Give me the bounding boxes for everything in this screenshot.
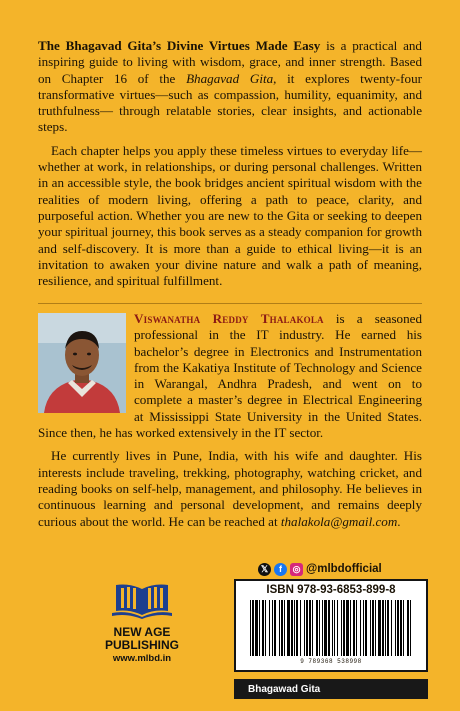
publisher-logo (80, 579, 204, 664)
publisher-name-line-2: PUBLISHING (104, 638, 179, 652)
social-handles (258, 561, 382, 577)
facebook-icon[interactable]: f (274, 563, 287, 576)
barcode (244, 600, 418, 658)
author-email[interactable]: thalakola@gmail.com (280, 513, 398, 529)
description-paragraph-1 (38, 38, 422, 136)
social-handle: @mlbdofficial (306, 563, 382, 575)
publisher-name (80, 626, 204, 652)
barcode-digits: 9 789368 538998 (300, 658, 362, 665)
open-book-icon (112, 579, 172, 619)
author-bio-paragraph-2 (38, 448, 422, 529)
description-paragraph-2: Each chapter helps you apply these timeless virtues to everyday life—whether at work, in relationships, or during personal challenges. Written in an accessible style, the book bridges ancient spiritual wisdom with the realities of modern living, offering a path to peace, clarity, and purposeful action. Whether you are new to the Gita or seeking to deepen your spiritual journey, this book serves as a steady companion for growth and self-discovery. It is more than a guide to ethical living—it is an invitation to awaken your divine nature and walk a path of meaning, resilience, and spiritual fulfillment. (38, 142, 422, 289)
book-title: The Bhagavad Gita’s Divine Virtues Made Easy (38, 38, 321, 53)
scripture-title: Bhagavad Gita (186, 70, 274, 86)
book-description (38, 38, 422, 296)
author-bio-text: He currently lives in Pune, India, with his wife and daughter. His interests include traveling, trekking, photography, watching cricket, and reading books on self-help, management, and philosophy. He believes in continuous learning and personal development, and remains deeply curious about the world. He can be reached at (38, 448, 422, 529)
author-bio-text: is a seasoned professional in the IT industry. He earned his bachelor’s degree in Electronics and Instrumentation from the Kakatiya Institute of Technology and Science in Warangal, Andhra Pradesh, and went on to complete a master’s degree in Electrical Engineering at Mississippi State University in the United States. Since then, he has worked extensively in the IT sector. (38, 311, 422, 441)
author-name: Viswanatha Reddy Thalakola (134, 311, 324, 326)
author-bio-text: . (397, 513, 401, 529)
isbn-barcode-box (234, 579, 428, 672)
author-bio (38, 311, 422, 537)
isbn-number: ISBN 978-93-6853-899-8 (266, 584, 396, 596)
instagram-icon[interactable]: ◎ (290, 563, 303, 576)
description-text: , it explores twenty-four transformative virtues—such as compassion, humility, equanimity, and truthfulness— through relatable stories, clear insights, and actionable steps. (38, 70, 422, 135)
x-icon[interactable]: 𝕏 (258, 563, 271, 576)
section-divider (38, 303, 422, 304)
publisher-url[interactable]: www.mlbd.in (112, 653, 172, 664)
description-text: is a practical and inspiring guide to living with wisdom, grace, and inner strength. Based on Chapter 16 of the (38, 38, 422, 86)
category-label: Bhagawad Gita (234, 679, 428, 699)
publisher-name-line-1: NEW AGE (113, 625, 171, 639)
